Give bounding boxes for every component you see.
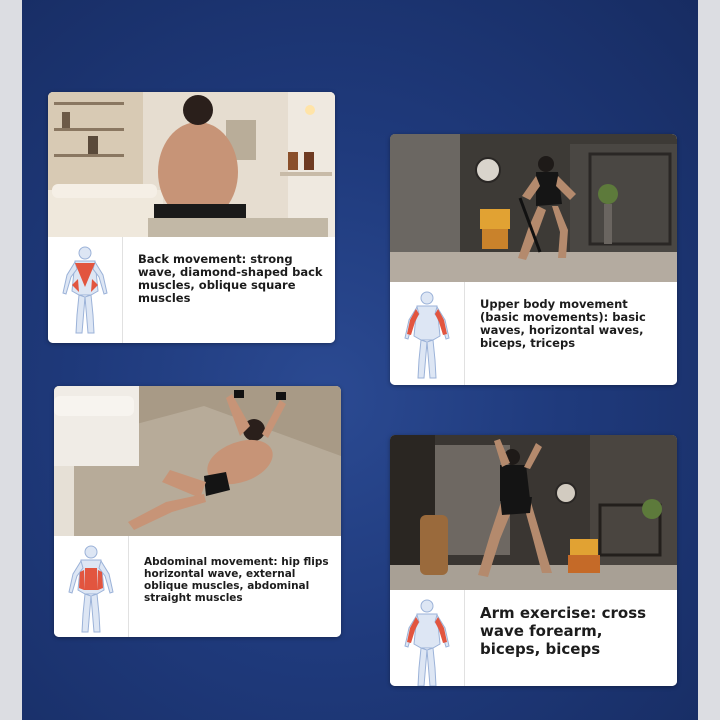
exercise-caption-upper-body: Upper body movement (basic movements): basic waves, horizontal waves, biceps, triceps <box>480 297 646 350</box>
exercise-photo-abdominal <box>54 386 341 536</box>
exercise-card-upper-body <box>390 134 677 385</box>
exercise-info-back <box>48 237 335 343</box>
exercise-photo-arm <box>390 435 677 590</box>
exercise-info-abdominal <box>54 536 341 637</box>
muscle-diagram-arms-icon <box>390 590 465 686</box>
muscle-diagram-arms-icon <box>390 282 465 385</box>
exercise-caption-abdominal: Abdominal movement: hip flips horizontal wave, external oblique muscles, abdominal straight muscles <box>144 556 329 605</box>
exercise-caption-back: Back movement: strong wave, diamond-shaped back muscles, oblique square muscles <box>138 252 323 305</box>
muscle-diagram-abdomen-icon <box>54 536 129 637</box>
exercise-photo-back <box>48 92 335 237</box>
exercise-card-arm <box>390 435 677 686</box>
exercise-info-upper-body <box>390 282 677 385</box>
exercise-info-arm <box>390 590 677 686</box>
exercise-caption-arm: Arm exercise: cross wave forearm, biceps, biceps <box>480 604 647 658</box>
exercise-photo-upper-body <box>390 134 677 282</box>
exercise-card-abdominal <box>54 386 341 637</box>
exercise-card-back <box>48 92 335 343</box>
muscle-diagram-back-icon <box>48 237 123 343</box>
